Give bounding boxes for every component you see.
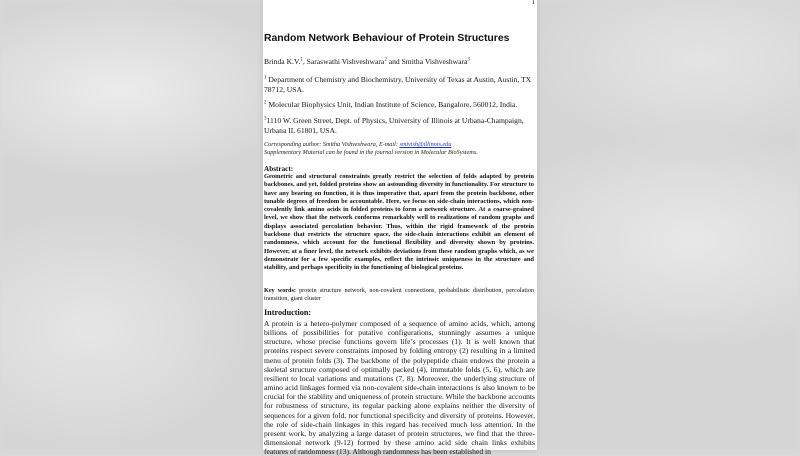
author-name: Brinda K.V. bbox=[264, 57, 301, 66]
author-name: Saraswathi Vishveshwara bbox=[306, 57, 385, 66]
affiliation-superscript: 3 bbox=[264, 116, 267, 122]
affiliation-text: Department of Chemistry and Biochemistry, University of Texas at Austin, Austin, TX 78712, USA. bbox=[264, 75, 532, 94]
affiliation-text: Molecular Biophysics Unit, Indian Institute of Science, Bangalore, 560012, India. bbox=[268, 100, 518, 109]
author-list bbox=[264, 57, 534, 66]
affiliation-superscript: 2 bbox=[264, 100, 267, 106]
author-superscript: 1 bbox=[300, 57, 303, 63]
introduction-heading: Introduction: bbox=[264, 308, 312, 317]
affiliation-text: 1110 W. Green Street, Dept. of Physics, University of Illinois at Urbana-Champaign, Urbana IL 61801, USA. bbox=[264, 116, 524, 135]
author-superscript: 2 bbox=[384, 57, 387, 63]
introduction-text: A protein is a hetero-polymer composed of a sequence of amino acids, which, among billions of possibilities for putative configurations, stunningly assumes a unique structure, whose precise functions govern life’s processes (1). It is well known that proteins respect severe constraints imposed by folding entropy (2) resulting in a limited menu of protein folds (3). The backbone of the polypeptide chain endows the protein a skeletal structure composed of optimally packed (4), immutable folds (5, 6), which are resilient to local variations and mutations (7, 8). Moreover, the underlying structure of amino acid linkages formed via non-covalent side-chain interactions is also known to be crucial for the stability and uniqueness of protein structure. While the backbone accounts for robustness of structure, its regular packing alone explains neither the diversity of sequences for a given fold, nor functional specificity and diversity of proteins. However, the role of side-chain linkages in this regard has received much less attention. In the present work, by analyzing a large dataset of protein structures, we find that the three-dimensional network (9-12) formed by these amino acid side chain links exhibits features of randomness (13). Although randomness has been established in bbox=[264, 319, 535, 456]
correspondence-label: Corresponding author: Smitha Vishveshwara, E-mail: bbox=[264, 141, 398, 148]
keywords bbox=[264, 287, 534, 303]
author-separator: and bbox=[386, 57, 402, 66]
affiliation-3 bbox=[264, 116, 536, 136]
document-page bbox=[263, 0, 537, 456]
page-number: 1 bbox=[531, 0, 535, 6]
email-link[interactable]: smivish@illinois.edu bbox=[399, 141, 452, 148]
author-name: Smitha Vishveshwara bbox=[401, 57, 468, 66]
affiliation-superscript: 1 bbox=[264, 75, 267, 81]
abstract-heading: Abstract: bbox=[264, 165, 294, 173]
author-separator: , bbox=[302, 57, 307, 66]
paper-title: Random Network Behaviour of Protein Structures bbox=[264, 33, 510, 44]
correspondence-note bbox=[264, 141, 536, 157]
keywords-label: Key words: bbox=[264, 287, 296, 294]
affiliation-2 bbox=[264, 100, 536, 110]
keywords-text: protein structure network, non-covalent connections, probabilistic distribution, percolation transition, giant cluster bbox=[264, 287, 534, 302]
author-superscript: 3 bbox=[467, 57, 470, 63]
abstract-text: Geometric and structural constraints greatly restrict the selection of folds adapted by protein backbones, and yet, folded proteins show an astounding diversity in functionality. For structure to have any bearing on function, it is thus imperative that, apart from the protein backbone, other tunable degrees of freedom be accountable. Here, we focus on side-chain interactions, which non-covalently link amino acids in folded proteins to form a network structure. At a coarse-grained level, we show that the network conforms remarkably well to realizations of random graphs and displays associated percolation behavior. Thus, within the rigid framework of the protein backbone that restricts the structure space, the side-chain interactions exhibit an element of randomness, which account for the functional flexibility and diversity shown by proteins. However, at a finer level, the network exhibits deviations from these random graphs which, as we demonstrate for a few specific examples, reflect the intrinsic uniqueness in the structure and stability, and perhaps specificity in the functioning of biological proteins. bbox=[264, 173, 534, 272]
supplementary-note: Supplementary Material can be found in the journal version in Molecular BioSystems. bbox=[264, 149, 478, 156]
affiliation-1 bbox=[264, 75, 536, 95]
